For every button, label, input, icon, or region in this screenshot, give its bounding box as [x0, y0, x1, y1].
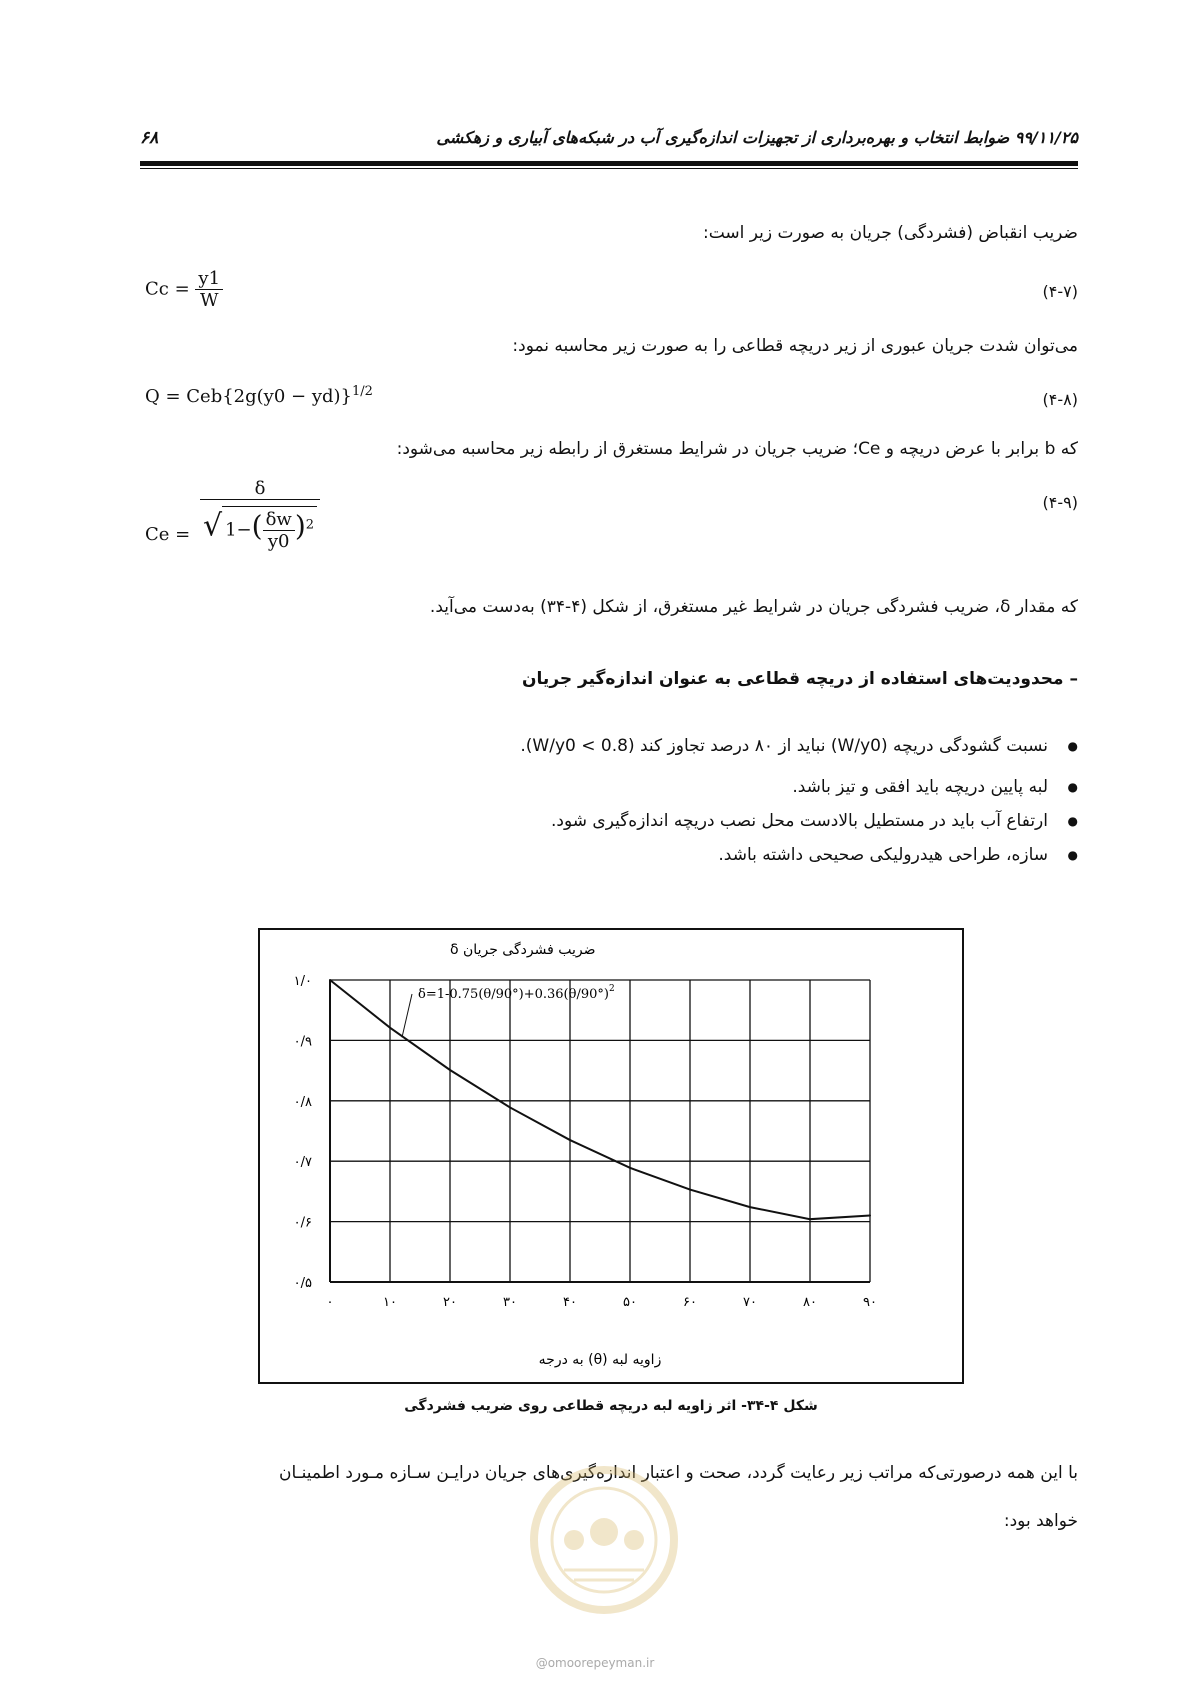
data-point [749, 1206, 751, 1208]
formula-annotation-text: δ=1-0.75(θ/90°)+0.36(θ/90°) [418, 987, 609, 1002]
data-point [869, 1215, 871, 1217]
y-tick-label: ۰/۶ [293, 1215, 312, 1231]
y-tick-label: ۰/۹ [293, 1034, 312, 1050]
y-tick-label: ۰/۸ [293, 1094, 312, 1110]
bullet-item-3: ● ارتفاع آب باید در مستطیل بالادست محل نصب دریچه اندازه‌گیری شود. [378, 804, 1078, 838]
y-axis-label: ضریب فشردگی جریان δ [450, 942, 596, 958]
delta-angle-chart [260, 930, 962, 1382]
x-tick-label: ۷۰ [743, 1295, 757, 1310]
eq9-inner-num: δw [263, 509, 295, 531]
equation-8-label: (۴-۸) [1042, 390, 1078, 409]
eq7-lhs: Cc = [145, 278, 190, 300]
equation-7 [145, 268, 223, 311]
eq9-inner-exponent: 2 [305, 517, 315, 533]
series-line [330, 980, 870, 1219]
eq9-den-prefix: 1− [225, 519, 252, 541]
x-tick-label: ۳۰ [503, 1295, 517, 1310]
annotation-leader [402, 994, 412, 1037]
header-rule-thick [140, 161, 1078, 166]
x-tick-label: ۰ [326, 1295, 334, 1310]
paragraph-2: می‌توان شدت جریان عبوری از زیر دریچه قطاعی را به صورت زیر محاسبه نمود: [512, 336, 1078, 356]
x-tick-label: ۵۰ [623, 1295, 637, 1310]
eq9-inner-fraction [263, 509, 295, 552]
bullet-item-1: ● نسبت گشودگی دریچه (W/y0) نباید از ۸۰ درصد تجاوز کند (W/y0 < 0.8). [378, 722, 1078, 770]
y-tick-label: ۱/۰ [293, 974, 312, 989]
paragraph-6: خواهد بود: [1003, 1511, 1078, 1531]
data-point [569, 1139, 571, 1141]
sqrt-body [222, 506, 317, 552]
data-point [809, 1218, 811, 1220]
eq9-fraction [200, 478, 320, 552]
eq7-numerator: y1 [195, 268, 223, 290]
header-title: ۹۹/۱۱/۲۵ ضوابط انتخاب و بهره‌برداری از تجهیزات اندازه‌گیری آب در شبکه‌های آبیاری و زهکشی [436, 128, 1078, 147]
watermark-seal [504, 1440, 704, 1620]
paren-close: ) [294, 509, 306, 543]
eq9-lhs: Ce = [145, 524, 191, 545]
page-header [140, 128, 1078, 156]
bullet-item-4: ● سازه، طراحی هیدرولیکی صحیحی داشته باشد. [378, 838, 1078, 872]
paragraph-3: که b برابر با عرض دریچه و Ce؛ ضریب جریان در شرایط مستغرق از رابطه زیر محاسبه می‌شود: [396, 439, 1078, 459]
data-point [629, 1167, 631, 1169]
chart-grid [330, 980, 870, 1282]
eq9-denominator [200, 500, 320, 552]
y-tick-label: ۰/۷ [293, 1155, 312, 1171]
data-point [509, 1106, 511, 1108]
chart-curve [329, 979, 871, 1220]
chart-ticks [294, 974, 877, 1310]
eq8-exponent: 1/2 [352, 384, 373, 399]
header-rule-thin [140, 168, 1078, 169]
eq9-numerator: δ [200, 478, 320, 500]
x-tick-label: ۶۰ [683, 1295, 697, 1310]
formula-annotation [418, 984, 615, 1002]
eq7-denominator: W [199, 290, 219, 311]
data-point [329, 979, 331, 981]
formula-annotation-exp: 2 [608, 984, 615, 994]
figure-frame [258, 928, 964, 1384]
page-number: ۶۸ [140, 128, 159, 148]
y-tick-label: ۰/۵ [293, 1276, 312, 1291]
x-tick-label: ۴۰ [563, 1295, 577, 1310]
paragraph-4: که مقدار δ، ضریب فشردگی جریان در شرایط غیر مستغرق، از شکل (۴-۳۴) به‌دست می‌آید. [429, 597, 1078, 617]
sqrt-sign: √ [202, 508, 223, 544]
x-tick-label: ۹۰ [863, 1295, 877, 1310]
section-heading: – محدودیت‌های استفاده از دریچه قطاعی به عنوان اندازه‌گیر جریان [521, 669, 1078, 689]
data-point [689, 1189, 691, 1191]
paragraph-1: ضریب انقباض (فشردگی) جریان به صورت زیر است: [702, 223, 1078, 243]
watermark-site: @omoorepeyman.ir [535, 1656, 655, 1670]
bullet-item-2: ● لبه پایین دریچه باید افقی و تیز باشد. [378, 770, 1078, 804]
paragraph-5: با این همه درصورتی‌که مراتب زیر رعایت گردد، صحت و اعتبار اندازه‌گیری‌های جریان درایـن سـازه مـورد اطمینـان [279, 1463, 1078, 1483]
x-tick-label: ۱۰ [383, 1295, 397, 1310]
equation-8 [145, 384, 373, 407]
data-point [449, 1069, 451, 1071]
equation-9 [145, 478, 320, 552]
equation-7-label: (۴-۷) [1042, 282, 1078, 301]
data-point [389, 1027, 391, 1029]
paren-open: ( [251, 509, 263, 543]
eq8-body: Q = Ceb{2g(y0 − yd)} [145, 386, 352, 407]
figure-caption: شکل ۴-۳۴- اثر زاویه لبه دریچه قطاعی روی ضریب فشردگی [404, 1398, 818, 1414]
x-axis-label: زاویه لبه (θ) به درجه [538, 1352, 662, 1368]
x-tick-label: ۸۰ [803, 1295, 817, 1310]
eq9-inner-den: y0 [267, 531, 290, 552]
x-tick-label: ۲۰ [443, 1295, 457, 1310]
equation-9-label: (۴-۹) [1042, 493, 1078, 512]
bullet-list [378, 722, 1078, 872]
eq7-fraction [195, 268, 223, 311]
